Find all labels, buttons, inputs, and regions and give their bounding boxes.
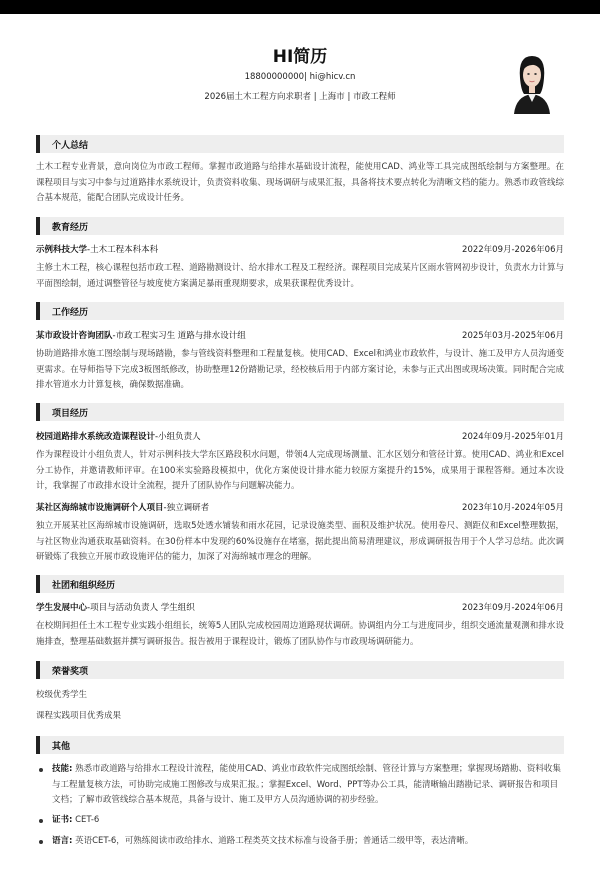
section-title: 其他 [52,742,71,752]
section-marker [36,302,40,320]
education-date: 2022年09月-2026年06月 [462,245,564,255]
section-marker [36,135,40,153]
item-label: 证书: [52,815,73,825]
job-role: -市政工程实习生 道路与排水设计组 [112,331,246,341]
section-title: 荣誉奖项 [52,667,89,677]
section-work [36,302,564,320]
section-marker [36,217,40,235]
section-marker [36,736,40,754]
project-desc: 独立开展某社区海绵城市设施调研，选取5处透水铺装和雨水花园，记录设施类型、面积及维护状况。使用卷尺、测距仪和Excel整理数据，与社区物业沟通获取基础资料。在30份样本中发现约60%设施存在堵塞，据此提出简易清理建议，形成调研报告用于个人学习总结。此次调研锻炼了我独立开展市政设施评估的能力，加深了对海绵城市理念的理解。 [36,521,564,562]
project-date: 2024年09月-2025年01月 [462,432,564,442]
section-title: 教育经历 [52,223,89,233]
item-label: 语言: [52,836,73,846]
item-label: 技能: [52,764,73,774]
resume-name: HI简历 [272,47,328,67]
org-role: -项目与活动负责人 学生组织 [87,603,195,613]
item-text: 熟悉市政道路与给排水工程设计流程，能使用CAD、鸿业市政软件完成图纸绘制、管径计算与方案整理；掌握现场踏勘、资料收集与工程量复核方法，可协助完成施工图修改与成果汇报。；掌握Excel、Word、PPT等办公工具，能清晰输出踏勘记录、调研报告和项目文档；了解市政管线综合基本规范，具备与设计、施工及甲方人员沟通协调的初步经验。 [52,764,561,805]
section-awards [36,661,564,679]
resume-header [0,14,600,124]
project-desc: 作为课程设计小组负责人，针对示例科技大学东区路段积水问题，带领4人完成现场测量、汇水区划分和管径计算。使用CAD、鸿业和Excel分工协作，并邀请教师评审。在100米实验路段模拟中，优化方案使设计排水能力较原方案提升约15%，成果用于课程答辩。通过本次设计，我掌握了市政排水设计全流程，提升了团队协作与问题解决能力。 [36,450,564,491]
work-date: 2025年03月-2025年06月 [462,331,564,341]
project-entry-header [36,430,564,444]
top-bar [0,0,600,14]
bullet-icon [39,819,43,823]
project-name: 校园道路排水系统改造课程设计 [36,432,156,442]
club-date: 2023年09月-2024年06月 [462,603,564,613]
club-desc: 在校期间担任土木工程专业实践小组组长，统筹5人团队完成校园周边道路现状调研。协调组内分工与进度同步，组织交通流量观测和排水设施排查，整理基础数据并撰写调研报告。报告被用于课程设计，锻炼了团队协作与市政现场调研能力。 [36,621,564,647]
contact-info: 18800000000| hi@hicv.cn [244,72,356,82]
job-intent: 2026届土木工程方向求职者 | 上海市 | 市政工程师 [204,92,396,102]
section-marker [36,575,40,593]
degree: -土木工程本科本科 [87,245,159,255]
project-date: 2023年10月-2024年05月 [462,503,564,513]
education-desc: 主修土木工程，核心课程包括市政工程、道路勘测设计、给水排水工程及工程经济。课程项目完成某片区雨水管网初步设计，负责水力计算与平面图绘制，通过调整管径与坡度使方案满足暴雨重现期要求，成果获课程优秀设计。 [36,263,564,289]
project-name: 某社区海绵城市设施调研个人项目 [36,503,164,513]
org-name: 学生发展中心 [36,603,88,613]
section-marker [36,403,40,421]
company-name: 某市政设计咨询团队 [36,331,113,341]
section-title: 工作经历 [52,308,89,318]
profile-photo [506,48,558,114]
club-entry-header [36,601,564,615]
section-title: 个人总结 [52,141,89,151]
bullet-icon [39,840,43,844]
section-education [36,217,564,235]
other-item-certificates [36,813,564,829]
work-entry-header [36,329,564,343]
item-text: 英语CET-6，可熟练阅读市政给排水、道路工程类英文技术标准与设备手册；普通话二级甲等，表达清晰。 [72,836,474,846]
award-item: 课程实践项目优秀成果 [36,711,122,721]
other-item-skills [36,762,564,809]
section-marker [36,661,40,679]
school-name: 示例科技大学 [36,245,88,255]
section-title: 社团和组织经历 [52,581,116,591]
other-item-languages [36,834,564,850]
bullet-icon [39,768,43,772]
work-desc: 协助道路排水施工图绘制与现场踏勘，参与管线资料整理和工程量复核。使用CAD、Excel和鸿业市政软件，与设计、施工及甲方人员沟通变更需求。在导师指导下完成3板图纸修改，协助整理12份踏勘记录，经校核后用于内部方案讨论，未参与正式出图或现场决策。同时配合完成排水管道水力计算复核，确保数据准确。 [36,349,564,390]
project-entry-header [36,501,564,515]
section-summary [36,135,564,153]
section-clubs [36,575,564,593]
education-entry-header [36,243,564,257]
item-text: CET-6 [72,815,100,825]
award-item: 校级优秀学生 [36,690,88,700]
section-title: 项目经历 [52,409,89,419]
project-role: -独立调研者 [163,503,210,513]
summary-text: 土木工程专业背景，意向岗位为市政工程师。掌握市政道路与给排水基础设计流程，能使用CAD、鸿业等工具完成图纸绘制与方案整理。在课程项目与实习中参与过道路排水系统设计，负责资料收集、现场调研与成果汇报，具备将技术要点转化为清晰文档的能力。熟悉市政管线综合基本规范，能配合团队完成设计任务。 [36,162,564,203]
project-role: -小组负责人 [155,432,201,442]
section-other [36,736,564,754]
section-projects [36,403,564,421]
